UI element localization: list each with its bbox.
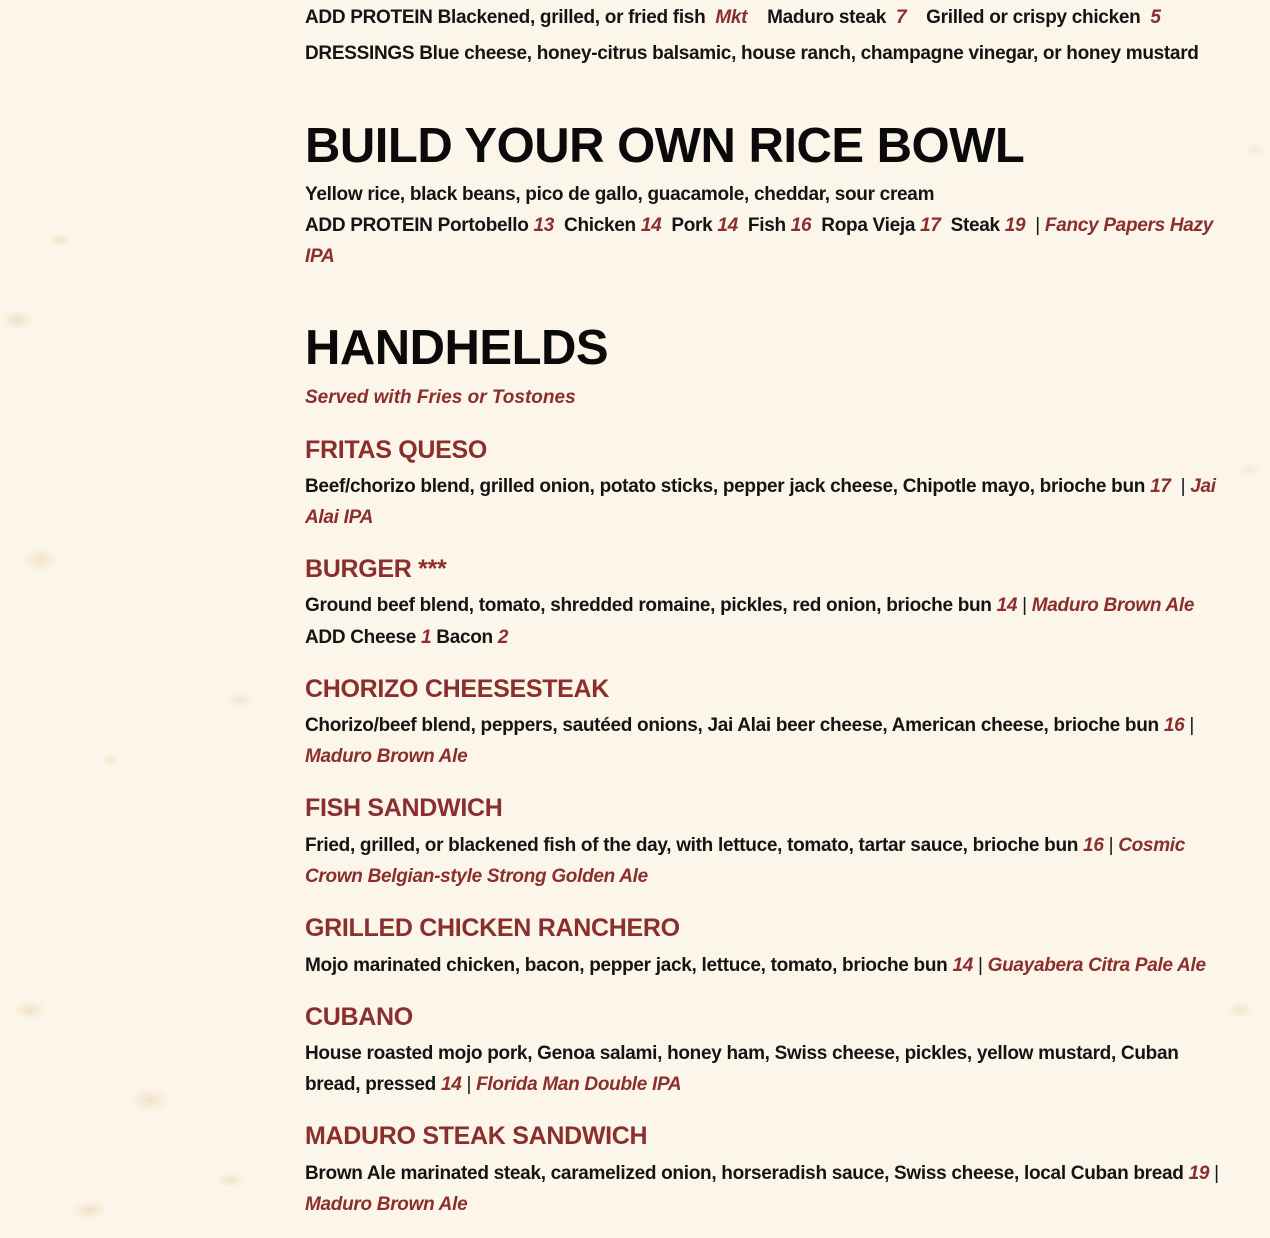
menu-item-title: BURGER *** <box>305 555 447 583</box>
addon-label: ADD <box>305 627 346 648</box>
protein-label: ADD PROTEIN <box>305 215 433 236</box>
separator: | <box>1180 476 1186 497</box>
beer-pairing: Fancy Papers Hazy IPA <box>305 215 1214 267</box>
beer-pairing: Maduro Brown Ale <box>305 1194 468 1215</box>
salad-protein-addons <box>305 2 1235 33</box>
protein-price: Mkt <box>715 7 748 28</box>
separator: | <box>466 1074 472 1095</box>
menu-item-description <box>305 950 1235 981</box>
dressings-label: DRESSINGS <box>305 43 415 64</box>
item-price: 14 <box>952 955 974 976</box>
protein-option: Pork <box>671 215 713 236</box>
protein-price: 5 <box>1150 7 1161 28</box>
beer-pairing: Jai Alai IPA <box>305 476 1216 528</box>
protein-option: Steak <box>950 215 1000 236</box>
menu-item-title: GRILLED CHICKEN RANCHERO <box>305 914 680 942</box>
description-text: Beef/chorizo blend, grilled onion, potato sticks, pepper jack cheese, Chipotle mayo, brioche bun <box>305 476 1146 497</box>
beer-pairing: Florida Man Double IPA <box>476 1074 682 1095</box>
item-price: 14 <box>440 1074 462 1095</box>
handhelds-subtitle: Served with Fries or Tostones <box>305 387 576 408</box>
menu-item-description <box>305 471 1235 533</box>
beer-pairing: Maduro Brown Ale <box>305 746 468 767</box>
item-price: 14 <box>996 595 1018 616</box>
rice-bowl-proteins <box>305 210 1235 272</box>
protein-option: Portobello <box>437 215 529 236</box>
protein-price: 16 <box>790 215 812 236</box>
description-text: Brown Ale marinated steak, caramelized onion, horseradish sauce, Swiss cheese, local Cuban bread <box>305 1163 1184 1184</box>
beer-pairing: Cosmic Crown Belgian-style Strong Golden Ale <box>305 835 1186 887</box>
beer-pairing: Guayabera Citra Pale Ale <box>987 955 1206 976</box>
rice-bowl-description: Yellow rice, black beans, pico de gallo, guacamole, cheddar, sour cream <box>305 184 935 205</box>
description-text: Ground beef blend, tomato, shredded romaine, pickles, red onion, brioche bun <box>305 595 992 616</box>
description-text: Chorizo/beef blend, peppers, sautéed onions, Jai Alai beer cheese, American cheese, brioche bun <box>305 715 1159 736</box>
menu-item-title: MADURO STEAK SANDWICH <box>305 1122 648 1150</box>
description-text: Mojo marinated chicken, bacon, pepper jack, lettuce, tomato, brioche bun <box>305 955 948 976</box>
menu-item-title: FRITAS QUESO <box>305 436 488 464</box>
description-text: House roasted mojo pork, Genoa salami, honey ham, Swiss cheese, pickles, yellow mustard, Cuban bread, pressed <box>305 1043 1179 1095</box>
menu-item-description <box>305 830 1235 892</box>
protein-label: ADD PROTEIN <box>305 7 433 28</box>
item-price: 17 <box>1150 476 1171 497</box>
separator: | <box>978 955 983 976</box>
item-price: 19 <box>1188 1163 1210 1184</box>
protein-price: 7 <box>895 7 907 28</box>
salad-dressings <box>305 38 1235 69</box>
menu-item-description <box>305 590 1235 621</box>
protein-price: 14 <box>640 215 662 236</box>
item-price: 16 <box>1083 835 1104 856</box>
separator: | <box>1108 835 1114 856</box>
protein-option: Ropa Vieja <box>821 215 916 236</box>
protein-option: Fish <box>747 215 786 236</box>
menu-item-title: CUBANO <box>305 1003 413 1031</box>
item-price: 16 <box>1163 715 1185 736</box>
menu-item-title: FISH SANDWICH <box>305 794 503 822</box>
protein-price: 13 <box>533 215 555 236</box>
menu-item-description <box>305 1038 1235 1100</box>
protein-option: Maduro steak <box>767 7 886 28</box>
addon-option: Bacon <box>436 627 493 648</box>
separator: | <box>1189 715 1195 736</box>
protein-text: Blackened, grilled, or fried fish <box>437 7 706 28</box>
menu-item-description <box>305 710 1235 772</box>
section-title-rice-bowl: BUILD YOUR OWN RICE BOWL <box>305 119 1025 173</box>
section-title-handhelds: HANDHELDS <box>305 321 609 375</box>
addon-price: 2 <box>497 627 509 648</box>
protein-price: 17 <box>920 215 941 236</box>
menu-item-addons <box>305 622 1235 653</box>
description-text: Fried, grilled, or blackened fish of the day, with lettuce, tomato, tartar sauce, brioche bun <box>305 835 1079 856</box>
addon-price: 1 <box>421 627 432 648</box>
separator: | <box>1214 1163 1219 1184</box>
protein-price: 14 <box>717 215 738 236</box>
protein-price: 19 <box>1004 215 1026 236</box>
dressings-text: Blue cheese, honey-citrus balsamic, house ranch, champagne vinegar, or honey mustard <box>419 43 1199 64</box>
menu-item-description <box>305 1158 1235 1220</box>
protein-option: Chicken <box>564 215 636 236</box>
protein-option: Grilled or crispy chicken <box>926 7 1141 28</box>
separator: | <box>1035 215 1040 236</box>
addon-option: Cheese <box>350 627 417 648</box>
menu-item-title: CHORIZO CHEESESTEAK <box>305 675 610 703</box>
beer-pairing: Maduro Brown Ale <box>1031 595 1195 616</box>
separator: | <box>1022 595 1027 616</box>
